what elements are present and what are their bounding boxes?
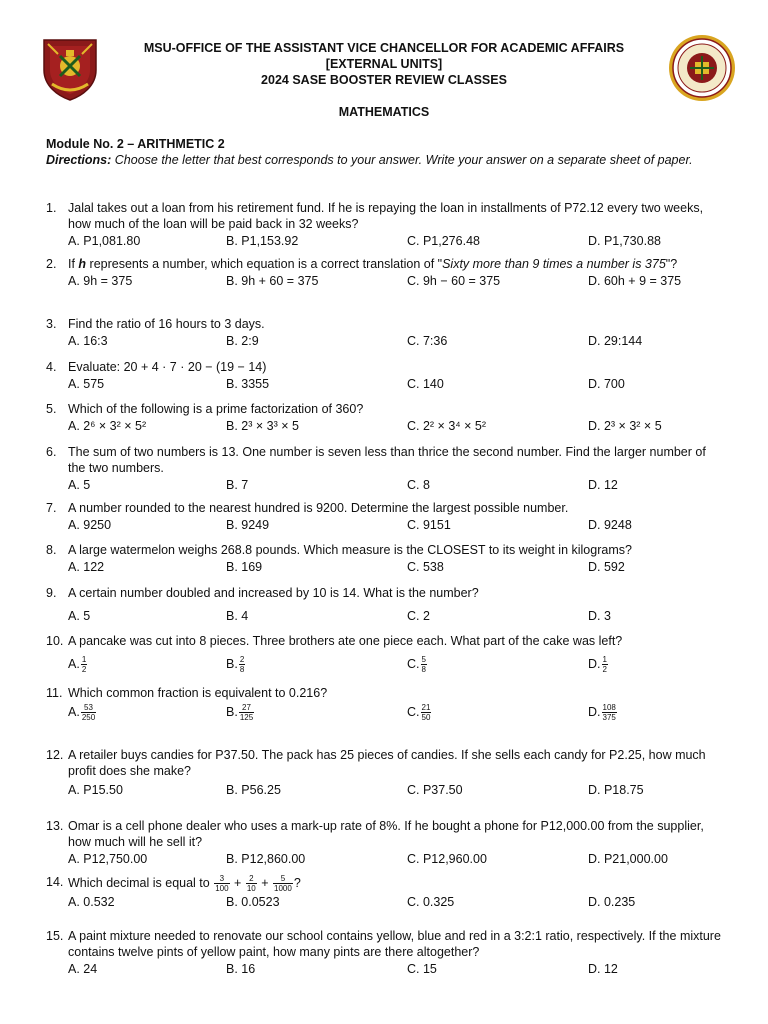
variable-h: h xyxy=(78,257,87,271)
choice-c[interactable]: C. 15 xyxy=(407,962,437,976)
denominator: 2 xyxy=(602,665,607,674)
denominator: 375 xyxy=(602,713,616,722)
question-6 xyxy=(46,444,726,494)
choice-c[interactable]: C. 7:36 xyxy=(407,334,448,348)
question-1 xyxy=(46,200,726,250)
choice-d[interactable]: D. 60h + 9 = 375 xyxy=(588,274,682,288)
stem-quote: Sixty more than 9 times a number is 375 xyxy=(442,257,666,271)
directions xyxy=(46,152,716,169)
denominator: 2 xyxy=(81,665,87,674)
question-stem: A number rounded to the nearest hundred is 9200. Determine the largest possible number. xyxy=(68,501,569,515)
denominator: 125 xyxy=(239,713,254,722)
question-11 xyxy=(46,685,726,727)
question-3 xyxy=(46,316,726,350)
answer-choices xyxy=(68,894,726,911)
question-stem: A certain number doubled and increased by 10 is 14. What is the number? xyxy=(68,586,479,600)
choice-b[interactable]: B. 3355 xyxy=(226,377,270,391)
choice-c[interactable]: C. 2² × 3⁴ × 5² xyxy=(407,419,487,433)
choice-a[interactable]: A. 9h = 375 xyxy=(68,274,133,288)
numerator: 1 xyxy=(602,655,607,664)
choice-c[interactable]: C. 8 xyxy=(407,478,430,492)
question-number: 2. xyxy=(46,257,57,271)
choice-b[interactable]: B. P12,860.00 xyxy=(226,852,306,866)
choice-c[interactable]: C. P1,276.48 xyxy=(407,234,480,248)
choice-c[interactable]: C. 9151 xyxy=(407,518,451,532)
numerator: 5 xyxy=(421,655,426,664)
fraction xyxy=(81,655,87,674)
choice-d[interactable]: D. 592 xyxy=(588,560,625,574)
question-number: 3. xyxy=(46,317,57,331)
answer-choices xyxy=(68,703,726,727)
answer-choices xyxy=(68,961,726,978)
question-number: 10. xyxy=(46,634,64,648)
question-number: 13. xyxy=(46,819,64,833)
denominator: 50 xyxy=(421,713,431,722)
choice-label: C. xyxy=(407,704,420,719)
header-line-2: [EXTERNAL UNITS] xyxy=(325,57,443,71)
answer-choices xyxy=(68,608,726,625)
choice-d[interactable]: D. P21,000.00 xyxy=(588,852,668,866)
question-number: 9. xyxy=(46,586,57,600)
question-number: 11. xyxy=(46,686,63,700)
choice-a[interactable]: A. 24 xyxy=(68,962,98,976)
fraction xyxy=(602,655,608,674)
fraction xyxy=(81,703,96,722)
question-number: 1. xyxy=(46,201,57,215)
choice-label: A. xyxy=(68,704,80,719)
answer-choices xyxy=(68,418,726,435)
choice-c[interactable]: C. 9h − 60 = 375 xyxy=(407,274,501,288)
question-number: 6. xyxy=(46,445,57,459)
question-number: 4. xyxy=(46,360,57,374)
module-title: Module No. 2 – ARITHMETIC 2 xyxy=(46,137,225,151)
choice-c[interactable]: C. 2 xyxy=(407,609,430,623)
question-13 xyxy=(46,818,726,868)
choice-a[interactable]: A. 9250 xyxy=(68,518,112,532)
subject-title: MATHEMATICS xyxy=(338,105,430,119)
choice-b[interactable]: B. 169 xyxy=(226,560,263,574)
denominator: 8 xyxy=(239,665,245,674)
document-header xyxy=(110,40,658,88)
choice-d[interactable]: D. P1,730.88 xyxy=(588,234,661,248)
question-14 xyxy=(46,874,726,911)
answer-choices xyxy=(68,782,726,799)
choice-d[interactable]: D. 12 xyxy=(588,478,618,492)
answer-choices xyxy=(68,851,726,868)
numerator: 27 xyxy=(239,703,254,713)
numerator: 3 xyxy=(214,874,229,884)
fraction xyxy=(246,874,257,893)
question-8 xyxy=(46,542,726,576)
question-stem: A paint mixture needed to renovate our school contains yellow, blue and red in a 3:2:1 ratio, respectively. If the mixture contains twelve pints of yellow paint, how many pints are there altogether? xyxy=(68,929,721,959)
question-15 xyxy=(46,928,726,978)
choice-c[interactable]: C. P12,960.00 xyxy=(407,852,487,866)
numerator: 2 xyxy=(239,655,245,664)
choice-b[interactable]: B. 0.0523 xyxy=(226,895,280,909)
answer-choices xyxy=(68,559,726,576)
choice-label: C. xyxy=(407,656,420,671)
choice-d[interactable]: D. 29:144 xyxy=(588,334,643,348)
denominator: 10 xyxy=(246,884,256,893)
fraction xyxy=(214,874,229,893)
question-stem: The sum of two numbers is 13. One number is seven less than thrice the second number. Find the larger number of the two numbers. xyxy=(68,445,706,475)
stem-text: represents a number, which equation is a correct translation of " xyxy=(86,257,443,271)
choice-c[interactable] xyxy=(407,655,428,674)
choice-b[interactable]: B. P1,153.92 xyxy=(226,234,299,248)
choice-d[interactable]: D. P18.75 xyxy=(588,783,644,797)
choice-b[interactable]: B. 2:9 xyxy=(226,334,259,348)
choice-c[interactable]: C. 140 xyxy=(407,377,444,391)
choice-d[interactable]: D. 3 xyxy=(588,609,611,623)
numerator: 108 xyxy=(602,703,616,712)
choice-c[interactable]: C. 538 xyxy=(407,560,444,574)
directions-label: Directions: xyxy=(46,153,112,167)
choice-c[interactable]: C. 0.325 xyxy=(407,895,455,909)
question-stem: Evaluate: 20 + 4 · 7 · 20 − (19 − 14) xyxy=(68,360,267,374)
question-9 xyxy=(46,585,726,625)
stem-text: Which decimal is equal to xyxy=(68,875,214,890)
question-number: 14. xyxy=(46,875,64,889)
denominator: 250 xyxy=(81,713,96,722)
msu-shield-logo-icon xyxy=(38,36,102,102)
fraction xyxy=(421,703,432,722)
question-stem: Which of the following is a prime factorization of 360? xyxy=(68,402,364,416)
choice-label: A. xyxy=(68,656,80,671)
question-number: 8. xyxy=(46,543,57,557)
choice-d[interactable]: D. 2³ × 3² × 5 xyxy=(588,419,662,433)
numerator: 53 xyxy=(81,703,96,713)
choice-b[interactable] xyxy=(226,703,255,722)
choice-a[interactable]: A. 575 xyxy=(68,377,105,391)
choice-b[interactable] xyxy=(226,655,246,674)
choice-a[interactable]: A. 16:3 xyxy=(68,334,108,348)
choice-d[interactable]: D. 0.235 xyxy=(588,895,636,909)
choice-a[interactable]: A. 0.532 xyxy=(68,895,115,909)
plus-sign: + xyxy=(234,875,242,890)
question-stem: Find the ratio of 16 hours to 3 days. xyxy=(68,317,265,331)
question-5 xyxy=(46,401,726,435)
choice-b[interactable]: B. P56.25 xyxy=(226,783,281,797)
choice-b[interactable]: B. 16 xyxy=(226,962,256,976)
choice-a[interactable] xyxy=(68,703,97,722)
question-stem xyxy=(68,874,726,893)
choice-d[interactable] xyxy=(588,655,609,674)
choice-a[interactable]: A. 2⁶ × 3² × 5² xyxy=(68,419,147,433)
choice-label: D. xyxy=(588,704,601,719)
question-2 xyxy=(46,256,726,290)
numerator: 5 xyxy=(273,874,293,884)
question-stem: A retailer buys candies for P37.50. The pack has 25 pieces of candies. If she sells each candy for P2.25, how much profit does she make? xyxy=(68,748,706,778)
question-number: 15. xyxy=(46,929,64,943)
header-line-1: MSU-OFFICE OF THE ASSISTANT VICE CHANCELLOR FOR ACADEMIC AFFAIRS xyxy=(143,41,625,55)
choice-a[interactable]: A. 5 xyxy=(68,609,91,623)
question-number: 5. xyxy=(46,402,57,416)
question-stem: A large watermelon weighs 268.8 pounds. Which measure is the CLOSEST to its weight in kilograms? xyxy=(68,543,632,557)
choice-a[interactable]: A. 122 xyxy=(68,560,105,574)
numerator: 1 xyxy=(81,655,87,664)
denominator: 1000 xyxy=(274,884,292,893)
choice-label: D. xyxy=(588,656,601,671)
answer-choices xyxy=(68,517,726,534)
choice-a[interactable] xyxy=(68,655,88,674)
choice-d[interactable] xyxy=(588,703,618,722)
choice-b[interactable]: B. 2³ × 3³ × 5 xyxy=(226,419,299,433)
question-number: 7. xyxy=(46,501,57,515)
question-stem: Omar is a cell phone dealer who uses a mark-up rate of 8%. If he bought a phone for P12,000.00 from the supplier, how much will he sell it? xyxy=(68,819,704,849)
question-number: 12. xyxy=(46,748,64,762)
stem-text: ? xyxy=(293,875,301,890)
choice-a[interactable]: A. P1,081.80 xyxy=(68,234,141,248)
numerator: 21 xyxy=(421,703,431,712)
question-stem xyxy=(68,256,726,272)
choice-d[interactable]: D. 12 xyxy=(588,962,618,976)
choice-label: B. xyxy=(226,656,238,671)
choice-c[interactable]: C. P37.50 xyxy=(407,783,463,797)
question-stem: Jalal takes out a loan from his retirement fund. If he is repaying the loan in installments of P72.12 every two weeks, how much of the loan will be paid back in 32 weeks? xyxy=(68,201,704,231)
choice-a[interactable]: A. P12,750.00 xyxy=(68,852,148,866)
answer-choices xyxy=(68,376,726,393)
question-stem: A pancake was cut into 8 pieces. Three brothers ate one piece each. What part of the cake was left? xyxy=(68,634,623,648)
plus-sign: + xyxy=(261,875,269,890)
choice-a[interactable]: A. P15.50 xyxy=(68,783,123,797)
stem-text: "? xyxy=(665,257,678,271)
stem-text: If xyxy=(68,257,79,271)
question-10 xyxy=(46,633,726,677)
choice-b[interactable]: B. 9249 xyxy=(226,518,270,532)
answer-choices xyxy=(68,233,726,250)
choice-b[interactable]: B. 9h + 60 = 375 xyxy=(226,274,319,288)
answer-choices xyxy=(68,655,726,677)
fraction xyxy=(239,703,254,722)
choice-label: B. xyxy=(226,704,238,719)
question-7 xyxy=(46,500,726,534)
question-4 xyxy=(46,359,726,393)
choice-d[interactable]: D. 9248 xyxy=(588,518,632,532)
denominator: 8 xyxy=(421,665,426,674)
answer-choices xyxy=(68,333,726,350)
answer-choices xyxy=(68,273,726,290)
directions-text: Choose the letter that best corresponds to your answer. Write your answer on a separate sheet of paper. xyxy=(111,153,693,167)
choice-a[interactable]: A. 5 xyxy=(68,478,91,492)
choice-b[interactable]: B. 4 xyxy=(226,609,249,623)
answer-choices xyxy=(68,477,726,494)
university-seal-logo-icon xyxy=(668,34,736,102)
fraction xyxy=(273,874,293,893)
choice-c[interactable] xyxy=(407,703,432,722)
choice-d[interactable]: D. 700 xyxy=(588,377,625,391)
question-stem: Which common fraction is equivalent to 0.216? xyxy=(68,686,328,700)
denominator: 100 xyxy=(215,884,229,893)
fraction xyxy=(239,655,245,674)
choice-b[interactable]: B. 7 xyxy=(226,478,249,492)
header-line-3: 2024 SASE BOOSTER REVIEW CLASSES xyxy=(261,73,507,87)
numerator: 2 xyxy=(246,874,257,884)
fraction xyxy=(421,655,427,674)
question-12 xyxy=(46,747,726,799)
fraction xyxy=(602,703,617,722)
